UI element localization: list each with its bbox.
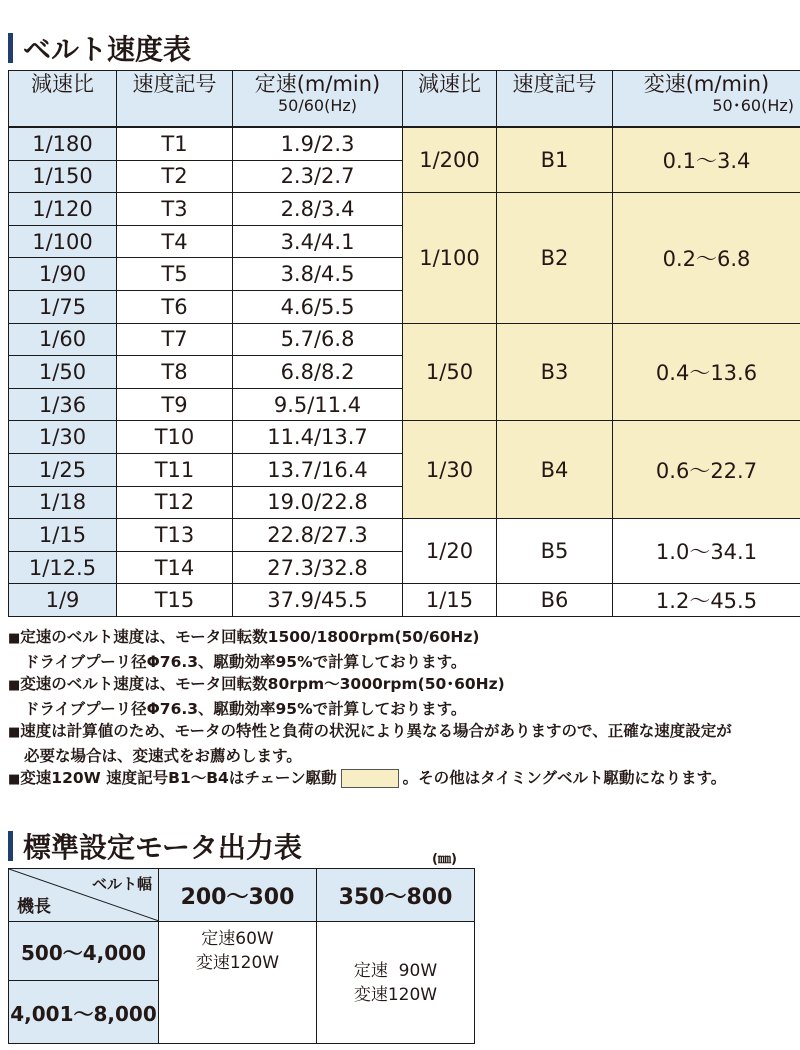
table-row bbox=[9, 584, 800, 617]
code-cell: T5 bbox=[117, 258, 233, 291]
header-ratio: 減速比 bbox=[9, 71, 117, 128]
ratio-cell: 1/60 bbox=[9, 323, 117, 356]
code-cell: T8 bbox=[117, 356, 233, 389]
code-cell: T2 bbox=[117, 160, 233, 193]
length-label: 機長 bbox=[17, 897, 51, 917]
note-text: ドライブプーリ径Φ76.3、駆動効率95%で計算しております。 bbox=[24, 699, 467, 718]
square-bullet-icon: ■ bbox=[8, 725, 21, 740]
var-code-cell: B3 bbox=[497, 323, 613, 421]
code-cell: T4 bbox=[117, 225, 233, 258]
ratio-cell: 1/90 bbox=[9, 258, 117, 291]
note-text: 必要な場合は、変速式をお薦めします。 bbox=[24, 746, 302, 765]
var-speed-cell: 0.2～6.8 bbox=[613, 193, 800, 323]
ratio-cell: 1/150 bbox=[9, 160, 117, 193]
ratio-cell: 1/120 bbox=[9, 193, 117, 226]
note-text: 変速120W 速度記号B1～B4はチェーン駆動 bbox=[20, 769, 337, 787]
belt-speed-title bbox=[8, 28, 191, 68]
ratio-cell: 1/25 bbox=[9, 453, 117, 486]
motor-cell-empty bbox=[159, 981, 317, 1044]
code-cell: T6 bbox=[117, 290, 233, 323]
var-code-cell: B5 bbox=[497, 519, 613, 584]
code-cell: T15 bbox=[117, 584, 233, 617]
chain-drive-swatch bbox=[341, 769, 399, 788]
note-text: 速度は計算値のため、モータの特性と負荷の状況により異なる場合がありますので、正確な速度設定が bbox=[20, 722, 732, 740]
col-header-200-300: 200～300 bbox=[159, 869, 317, 922]
var-code-cell: B1 bbox=[497, 127, 613, 193]
speed-cell: 2.3/2.7 bbox=[233, 160, 403, 193]
motor-output-title bbox=[8, 826, 302, 866]
note-item bbox=[8, 745, 798, 768]
table-header-row bbox=[9, 71, 800, 128]
header-code-2: 速度記号 bbox=[497, 71, 613, 128]
motor-value: 変速120W bbox=[353, 984, 438, 1005]
header-var-speed bbox=[613, 71, 800, 128]
var-ratio-cell: 1/30 bbox=[403, 421, 497, 519]
header-ratio-2: 減速比 bbox=[403, 71, 497, 128]
col-header-350-800: 350～800 bbox=[317, 869, 475, 922]
ratio-cell: 1/12.5 bbox=[9, 551, 117, 584]
note-item bbox=[8, 673, 798, 698]
note-item bbox=[8, 720, 798, 745]
code-cell: T9 bbox=[117, 388, 233, 421]
note-item bbox=[8, 698, 798, 721]
table-row bbox=[9, 127, 800, 160]
var-ratio-cell: 1/100 bbox=[403, 193, 497, 323]
ratio-cell: 1/75 bbox=[9, 290, 117, 323]
var-ratio-cell: 1/50 bbox=[403, 323, 497, 421]
code-cell: T12 bbox=[117, 486, 233, 519]
code-cell: T14 bbox=[117, 551, 233, 584]
var-speed-cell: 1.2～45.5 bbox=[613, 584, 800, 617]
motor-row bbox=[9, 922, 475, 981]
note-text: ドライブプーリ径Φ76.3、駆動効率95%で計算しております。 bbox=[24, 652, 467, 671]
note-item bbox=[8, 626, 798, 651]
speed-cell: 19.0/22.8 bbox=[233, 486, 403, 519]
table-row bbox=[9, 193, 800, 226]
row-header-500-4000: 500～4,000 bbox=[9, 922, 159, 981]
title-bar-accent bbox=[8, 33, 13, 63]
var-ratio-cell: 1/15 bbox=[403, 584, 497, 617]
note-item bbox=[8, 767, 798, 792]
header-const-speed-label: 定速(m/min) bbox=[254, 72, 381, 96]
header-var-speed-label: 変速(m/min) bbox=[643, 72, 770, 96]
var-speed-cell: 0.1～3.4 bbox=[613, 127, 800, 193]
speed-cell: 37.9/45.5 bbox=[233, 584, 403, 617]
motor-cell-large bbox=[317, 922, 475, 1044]
note-text: 。その他はタイミングベルト駆動になります。 bbox=[402, 769, 727, 787]
var-code-cell: B4 bbox=[497, 421, 613, 519]
speed-cell: 3.4/4.1 bbox=[233, 225, 403, 258]
belt-width-label: ベルト幅 bbox=[91, 875, 152, 893]
speed-cell: 6.8/8.2 bbox=[233, 356, 403, 389]
code-cell: T1 bbox=[117, 127, 233, 160]
motor-header-row bbox=[9, 869, 475, 922]
table-row bbox=[9, 519, 800, 552]
header-const-hz: 50/60(Hz) bbox=[277, 96, 358, 115]
var-speed-cell: 0.6～22.7 bbox=[613, 421, 800, 519]
belt-speed-title-text: ベルト速度表 bbox=[23, 33, 192, 66]
corner-header-cell bbox=[9, 869, 159, 922]
header-const-speed bbox=[233, 71, 403, 128]
motor-value: 定速60W bbox=[201, 929, 274, 950]
ratio-cell: 1/9 bbox=[9, 584, 117, 617]
ratio-cell: 1/180 bbox=[9, 127, 117, 160]
var-code-cell: B2 bbox=[497, 193, 613, 323]
motor-cell-small bbox=[159, 922, 317, 981]
motor-value: 定速 90W bbox=[353, 960, 438, 981]
row-header-4001-8000: 4,001～8,000 bbox=[9, 981, 159, 1044]
header-code: 速度記号 bbox=[117, 71, 233, 128]
header-var-hz: 50･60(Hz) bbox=[712, 96, 794, 115]
ratio-cell: 1/30 bbox=[9, 421, 117, 454]
var-speed-cell: 1.0～34.1 bbox=[613, 519, 800, 584]
ratio-cell: 1/100 bbox=[9, 225, 117, 258]
belt-speed-table bbox=[8, 70, 800, 617]
square-bullet-icon: ■ bbox=[8, 772, 21, 787]
var-ratio-cell: 1/20 bbox=[403, 519, 497, 584]
code-cell: T10 bbox=[117, 421, 233, 454]
speed-cell: 1.9/2.3 bbox=[233, 127, 403, 160]
speed-notes bbox=[8, 626, 798, 792]
square-bullet-icon: ■ bbox=[8, 631, 21, 646]
title-bar-accent bbox=[8, 831, 13, 861]
speed-cell: 2.8/3.4 bbox=[233, 193, 403, 226]
motor-output-table bbox=[8, 868, 475, 1044]
motor-output-title-text: 標準設定モータ出力表 bbox=[23, 831, 302, 864]
note-text: 変速のベルト速度は、モータ回転数80rpm～3000rpm(50･60Hz) bbox=[20, 675, 505, 693]
speed-cell: 11.4/13.7 bbox=[233, 421, 403, 454]
var-ratio-cell: 1/200 bbox=[403, 127, 497, 193]
table-row bbox=[9, 421, 800, 454]
code-cell: T7 bbox=[117, 323, 233, 356]
speed-cell: 9.5/11.4 bbox=[233, 388, 403, 421]
note-text: 定速のベルト速度は、モータ回転数1500/1800rpm(50/60Hz) bbox=[20, 628, 480, 646]
var-code-cell: B6 bbox=[497, 584, 613, 617]
ratio-cell: 1/15 bbox=[9, 519, 117, 552]
unit-label: (㎜) bbox=[432, 852, 457, 867]
note-item bbox=[8, 651, 798, 674]
speed-cell: 4.6/5.5 bbox=[233, 290, 403, 323]
motor-value: 変速120W bbox=[195, 953, 280, 974]
speed-cell: 3.8/4.5 bbox=[233, 258, 403, 291]
code-cell: T13 bbox=[117, 519, 233, 552]
ratio-cell: 1/36 bbox=[9, 388, 117, 421]
code-cell: T11 bbox=[117, 453, 233, 486]
speed-cell: 13.7/16.4 bbox=[233, 453, 403, 486]
ratio-cell: 1/50 bbox=[9, 356, 117, 389]
speed-cell: 27.3/32.8 bbox=[233, 551, 403, 584]
code-cell: T3 bbox=[117, 193, 233, 226]
var-speed-cell: 0.4～13.6 bbox=[613, 323, 800, 421]
ratio-cell: 1/18 bbox=[9, 486, 117, 519]
speed-cell: 22.8/27.3 bbox=[233, 519, 403, 552]
square-bullet-icon: ■ bbox=[8, 678, 21, 693]
table-row bbox=[9, 323, 800, 356]
speed-cell: 5.7/6.8 bbox=[233, 323, 403, 356]
